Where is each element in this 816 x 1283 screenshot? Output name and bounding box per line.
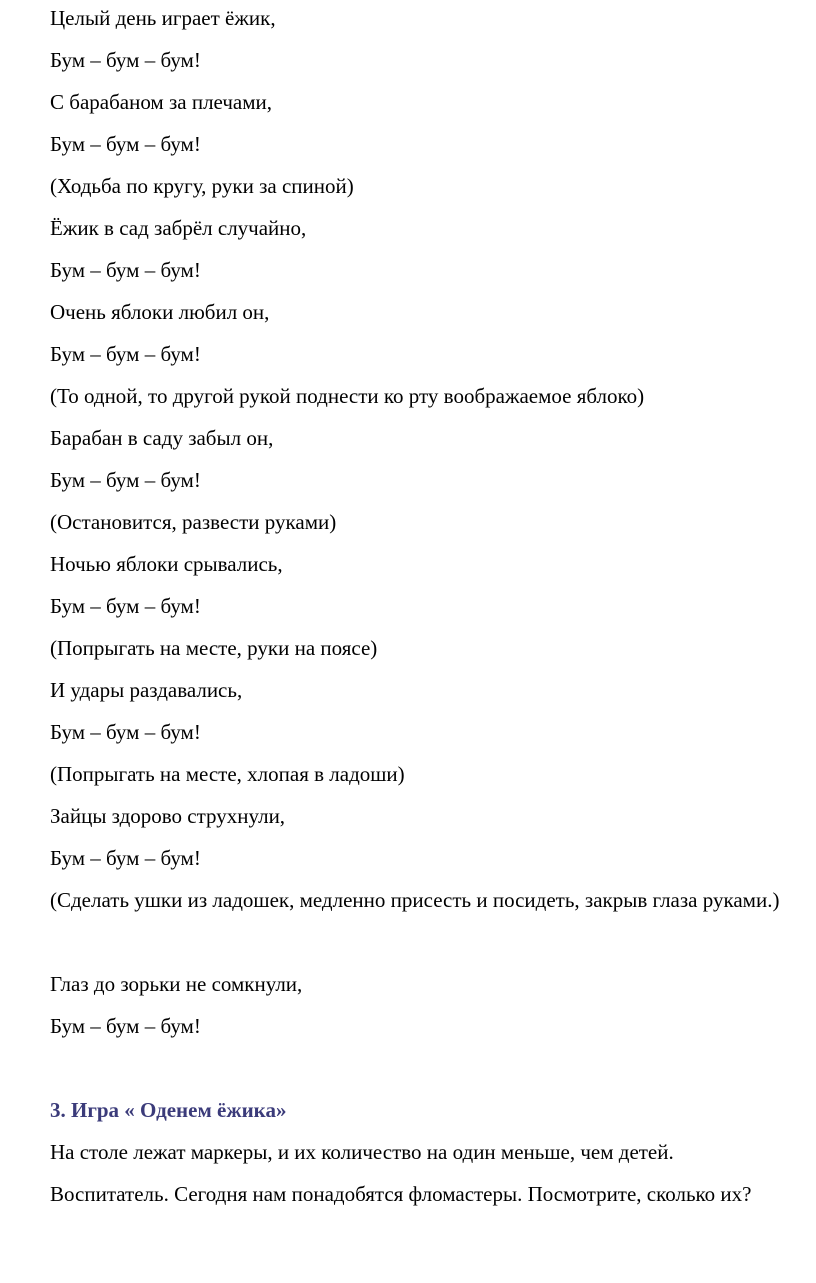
poem-instruction-long: (Сделать ушки из ладошек, медленно присесть и посидеть, закрыв глаза руками.) (50, 888, 780, 912)
paragraph: Воспитатель. Сегодня нам понадобятся фломастеры. Посмотрите, сколько их? (50, 1182, 752, 1206)
poem-line: Бум – бум – бум! (50, 468, 201, 492)
poem-instruction: (Попрыгать на месте, руки на поясе) (50, 636, 378, 660)
poem-instruction: (Попрыгать на месте, хлопая в ладоши) (50, 762, 405, 786)
poem-line: Бум – бум – бум! (50, 342, 201, 366)
paragraph: На столе лежат маркеры, и их количество на один меньше, чем детей. (50, 1140, 674, 1164)
poem-line: Очень яблоки любил он, (50, 300, 270, 324)
poem-instruction: (То одной, то другой рукой поднести ко рту воображаемое яблоко) (50, 384, 645, 408)
poem-line: Бум – бум – бум! (50, 48, 201, 72)
poem-line: Глаз до зорьки не сомкнули, (50, 972, 303, 996)
poem-line: Бум – бум – бум! (50, 1014, 201, 1038)
poem-line: Зайцы здорово струхнули, (50, 804, 286, 828)
poem-line: Ёжик в сад забрёл случайно, (50, 216, 307, 240)
poem-line: Целый день играет ёжик, (50, 6, 276, 30)
poem-line: Бум – бум – бум! (50, 846, 201, 870)
poem-line: Бум – бум – бум! (50, 132, 201, 156)
poem-line: Бум – бум – бум! (50, 720, 201, 744)
poem-line: И удары раздавались, (50, 678, 243, 702)
poem-instruction: (Остановится, развести руками) (50, 510, 337, 534)
poem-line: Барабан в саду забыл он, (50, 426, 274, 450)
section-heading: 3. Игра « Оденем ёжика» (50, 1098, 287, 1122)
poem-instruction: (Ходьба по кругу, руки за спиной) (50, 174, 354, 198)
poem-line: Бум – бум – бум! (50, 258, 201, 282)
poem-line: Ночью яблоки срывались, (50, 552, 283, 576)
poem-line: Бум – бум – бум! (50, 594, 201, 618)
poem-line: С барабаном за плечами, (50, 90, 273, 114)
